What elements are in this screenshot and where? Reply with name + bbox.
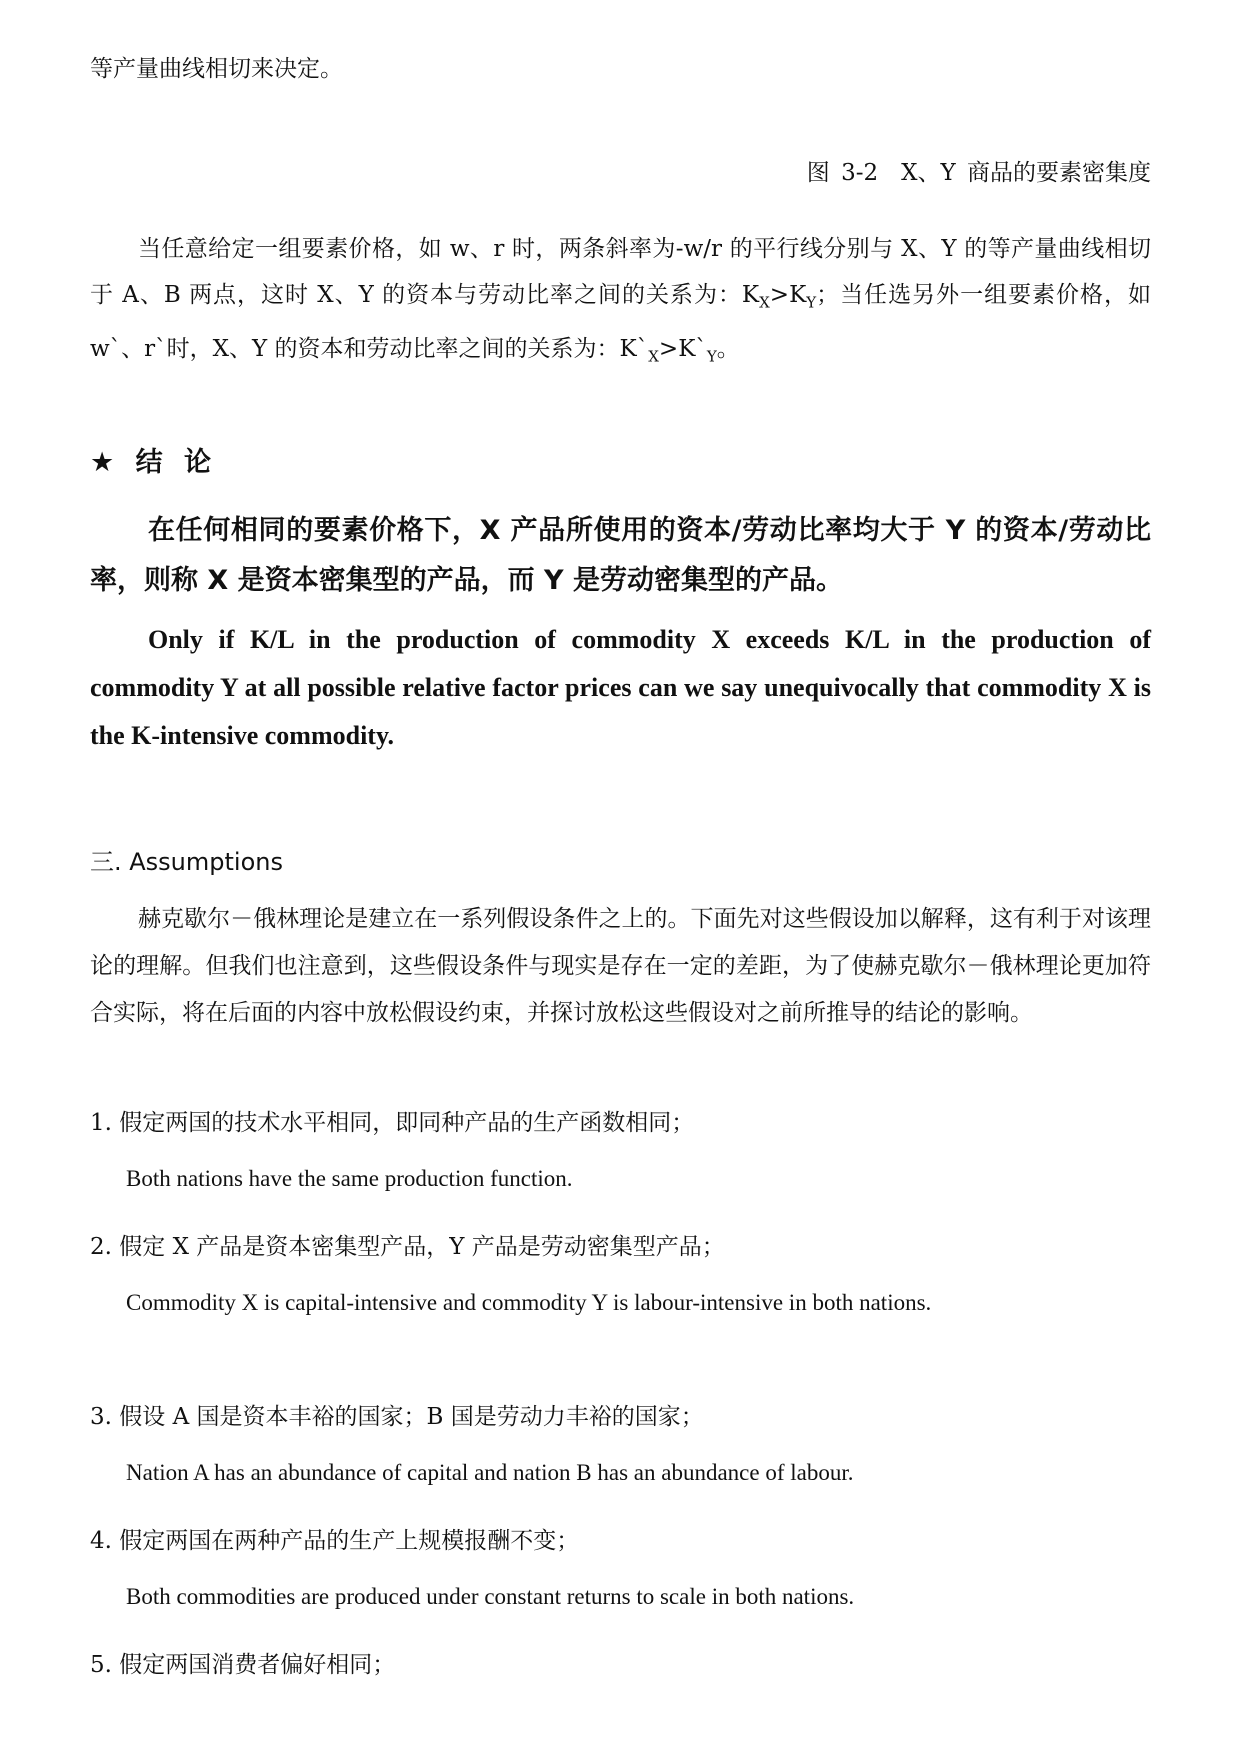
assumption-3-en: Nation A has an abundance of capital and nation B has an abundance of labour. [126,1460,854,1485]
paragraph1-text-2: >K [769,282,807,308]
continuation-line: 等产量曲线相切来决定。 [90,56,343,82]
assumption-4-en: Both commodities are produced under constant returns to scale in both nations. [126,1584,855,1609]
assumption-3-zh: 3. 假设 A 国是资本丰裕的国家；B 国是劳动力丰裕的国家； [90,1404,704,1430]
conclusion-heading: ★ 结 论 [90,447,218,478]
assumption-2-zh: 2. 假定 X 产品是资本密集型产品，Y 产品是劳动密集型产品； [90,1234,725,1260]
subscript-y-prime: Y [706,347,717,366]
subscript-y: Y [806,293,817,312]
figure-caption: 图 3-2 X、Y 商品的要素密集度 [806,160,1151,186]
assumption-5-zh: 5. 假定两国消费者偏好相同； [90,1652,396,1678]
paragraph1-text-5: 。 [716,335,740,362]
section-title: 三. Assumptions [90,848,283,876]
paragraph1-text-4: >K` [658,335,707,362]
subscript-x-prime: X [648,347,659,366]
conclusion-chinese: 在任何相同的要素价格下，X 产品所使用的资本/劳动比率均大于 Y 的资本/劳动比率，则称 X 是资本密集型的产品，而 Y 是劳动密集型的产品。 [90,515,1151,596]
paragraph-factor-prices [90,226,1151,379]
subscript-x: X [759,293,770,312]
paragraph1-text-1: 当任意给定一组要素价格，如 w、r 时，两条斜率为-w/r 的平行线分别与 X、Y 的等产量曲线相切于 A、B 两点，这时 X、Y 的资本与劳动比率之间的关系为：K [90,236,1151,308]
assumption-1-zh: 1. 假定两国的技术水平相同，即同种产品的生产函数相同； [90,1110,695,1136]
assumptions-intro: 赫克歇尔－俄林理论是建立在一系列假设条件之上的。下面先对这些假设加以解释，这有利于对该理论的理解。但我们也注意到，这些假设条件与现实是存在一定的差距，为了使赫克歇尔－俄林理论更加符合实际，将在后面的内容中放松假设约束，并探讨放松这些假设对之前所推导的结论的影响。 [90,906,1151,1026]
assumption-2-en: Commodity X is capital-intensive and commodity Y is labour-intensive in both nations. [126,1290,932,1315]
conclusion-english: Only if K/L in the production of commodity X exceeds K/L in the production of commodity Y at all possible relative factor prices can we say unequivocally that commodity X is the K-intensive commodity. [90,625,1151,750]
assumption-4-zh: 4. 假定两国在两种产品的生产上规模报酬不变； [90,1528,580,1554]
assumption-1-en: Both nations have the same production function. [126,1166,573,1191]
paragraph1-text-3: ；当任选另外一组要素价格，如 w`、r`时，X、Y 的资本和劳动比率之间的关系为：K` [90,282,1151,362]
